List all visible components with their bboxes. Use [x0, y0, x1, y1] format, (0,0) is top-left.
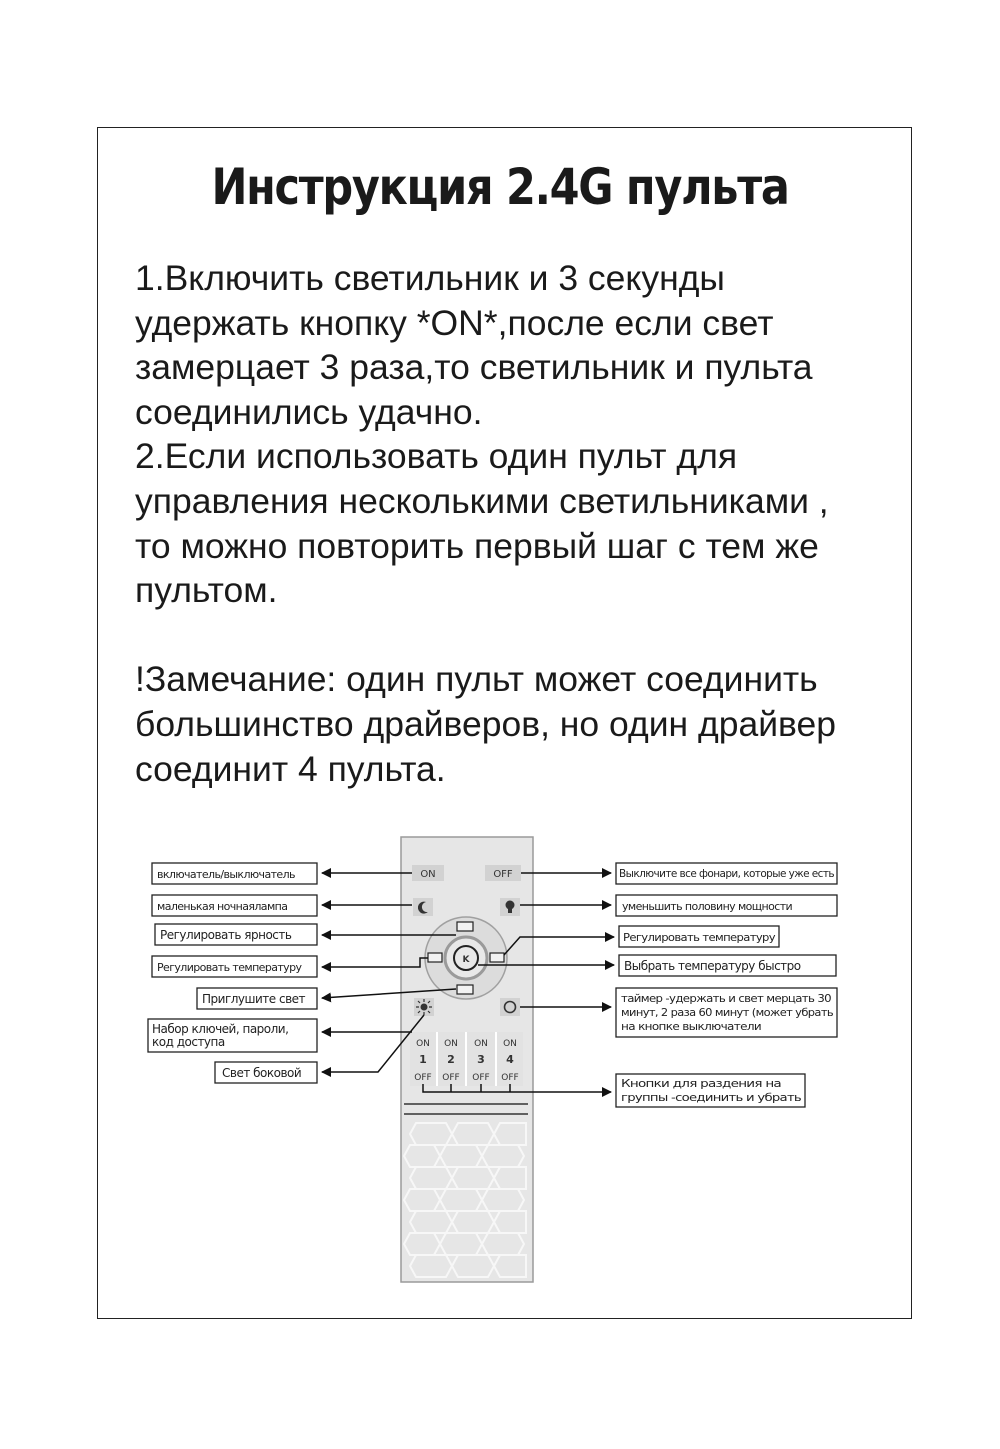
note-line: соединит 4 пульта. [135, 748, 446, 789]
brightness-down-icon[interactable] [457, 985, 473, 994]
callout-temperature-right-label: Регулировать температуру [623, 931, 777, 944]
group4-off-label[interactable]: OFF [501, 1073, 519, 1083]
group3-off-label[interactable]: OFF [472, 1073, 490, 1083]
group3-number: 3 [477, 1053, 485, 1066]
instruction-line: пультом. [135, 570, 278, 611]
callout-groups-label-1: Кнопки для раздения на [621, 1077, 781, 1090]
callout-brightness-label: Регулировать ярность [160, 928, 292, 942]
callout-keys-label-1: Набор ключей, пароли, [152, 1022, 289, 1036]
temp-warm-icon[interactable] [428, 953, 442, 962]
callout-dim-label: Приглушите свет [202, 992, 306, 1006]
callout-keys-label-2: код доступа [152, 1035, 225, 1049]
callout-timer-label-3: на кнопке выключатели [621, 1020, 762, 1033]
off-button-label: OFF [493, 869, 513, 880]
group1-off-label[interactable]: OFF [414, 1073, 432, 1083]
temp-cool-icon[interactable] [490, 953, 504, 962]
instruction-line: 2.Если использовать один пульт для [135, 436, 738, 477]
callout-night-lamp-label: маленькая ночнаялампа [157, 900, 288, 913]
note-line: !Замечание: один пульт может соединить [135, 659, 818, 700]
callout-half-power-label: уменьшить половину мощности [622, 900, 793, 913]
on-button-label: ON [420, 869, 436, 880]
callout-power-label: включатель/выключатель [157, 868, 295, 881]
callout-temperature-label: Регулировать температуру [157, 961, 302, 974]
page-title: Инструкция 2.4G пульта [211, 158, 789, 216]
brightness-up-icon[interactable] [457, 922, 473, 931]
callout-temp-fast-label: Выбрать температуру быстро [624, 959, 801, 973]
callout-side-light-label: Свет боковой [222, 1066, 302, 1080]
group1-number: 1 [419, 1053, 427, 1066]
instruction-line: то можно повторить первый шаг с тем же [135, 525, 819, 566]
group4-on-label[interactable]: ON [503, 1039, 517, 1049]
instruction-line: управления несколькими светильниками , [135, 480, 829, 521]
callout-all-off-label: Выключите все фонари, которые уже есть [619, 867, 835, 880]
instruction-line: соединились удачно. [135, 391, 483, 432]
remote-control [401, 837, 533, 1282]
group4-number: 4 [506, 1053, 514, 1066]
group2-number: 2 [447, 1053, 455, 1066]
callout-timer-label-1: таймер -удержать и свет мерцать 30 [621, 992, 832, 1005]
group1-on-label[interactable]: ON [416, 1039, 430, 1049]
instruction-line: удержать кнопку *ON*,после если свет [135, 302, 774, 343]
instruction-line: 1.Включить светильник и 3 секунды [135, 258, 725, 298]
callout-groups-label-2: группы -соединить и убрать [621, 1091, 802, 1104]
group-keys [410, 1032, 523, 1086]
group2-off-label[interactable]: OFF [442, 1073, 460, 1083]
callout-timer-label-2: минут, 2 раза 60 минут (может убрать [621, 1006, 834, 1019]
group2-on-label[interactable]: ON [444, 1039, 458, 1049]
center-k-label: K [462, 955, 470, 965]
note-line: большинство драйверов, но один драйвер [135, 703, 836, 744]
group3-on-label[interactable]: ON [474, 1039, 488, 1049]
instruction-line: замерцает 3 раза,то светильник и пульта [135, 347, 813, 388]
sun-icon [416, 999, 432, 1015]
